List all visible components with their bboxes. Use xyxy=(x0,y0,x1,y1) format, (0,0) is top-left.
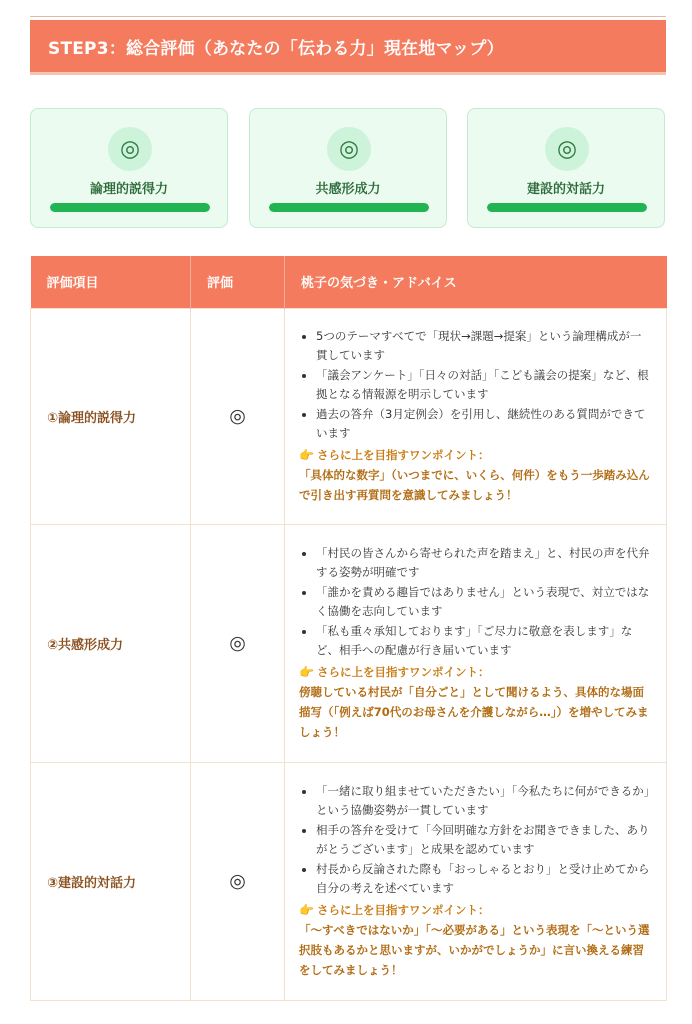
pointing-hand-icon: 👉 xyxy=(299,903,314,917)
list-item: • 「誰かを責める趣旨ではありません」という表現で、対立ではなく協働を志向しています xyxy=(316,583,652,621)
table-header-row xyxy=(31,256,667,308)
skill-card-title: 共感形成力 xyxy=(315,182,381,197)
advice-cell xyxy=(285,308,667,524)
skill-summary-cards xyxy=(30,108,666,230)
tip-heading: 👉 さらに上を目指すワンポイント： xyxy=(299,665,490,679)
evaluation-table xyxy=(30,256,667,1001)
list-item: • 5つのテーマすべてで「現状→課題→提案」という論理構成が一貫しています xyxy=(316,327,652,365)
skill-card-title: 建設的対話力 xyxy=(526,182,605,197)
column-header-rating: 評価 xyxy=(191,256,285,308)
list-item: • 「一緒に取り組ませていただきたい」「今私たちに何ができるか」という協働姿勢が一貫しています xyxy=(316,782,652,820)
pointing-hand-icon: 👉 xyxy=(299,448,314,462)
table-row xyxy=(31,524,667,762)
tip-heading: 👉 さらに上を目指すワンポイント： xyxy=(299,448,490,462)
progress-bar xyxy=(50,203,210,212)
list-item: • 「私も重々承知しております」「ご尽力に敬意を表します」など、相手への配慮が行き届いています xyxy=(316,622,652,660)
progress-bar xyxy=(269,203,429,212)
list-item: • 相手の答弁を受けて「今回明確な方針をお聞きできました、ありがとうございます」と成果を認めています xyxy=(316,821,652,859)
list-item: • 「村民の皆さんから寄せられた声を踏まえ」と、村民の声を代弁する姿勢が明確です xyxy=(316,544,652,582)
skill-card-logical xyxy=(30,108,228,228)
progress-fill xyxy=(487,203,647,212)
skill-card-title: 論理的説得力 xyxy=(89,182,168,197)
double-circle-icon: ◎ xyxy=(327,127,371,171)
column-header-item: 評価項目 xyxy=(31,256,191,308)
double-circle-icon: ◎ xyxy=(545,127,589,171)
double-circle-icon: ◎ xyxy=(108,127,152,171)
tip-heading: 👉 さらに上を目指すワンポイント： xyxy=(299,903,490,917)
double-circle-icon: ◎ xyxy=(191,308,285,524)
double-circle-icon: ◎ xyxy=(191,524,285,762)
observation-list xyxy=(299,544,652,660)
progress-fill xyxy=(50,203,210,212)
tip-text: 「具体的な数字」（いつまでに、いくら、何件）をもう一歩踏み込んで引き出す再質問を意識してみましょう！ xyxy=(299,468,650,502)
skill-card-dialogue xyxy=(467,108,665,228)
tip-text: 傍聴している村民が「自分ごと」として聞けるよう、具体的な場面描写（「例えば70代のお母さんを介護しながら…」）を増やしてみましょう！ xyxy=(299,685,649,739)
advice-cell xyxy=(285,762,667,1000)
advice-cell xyxy=(285,524,667,762)
list-item: • 過去の答弁（3月定例会）を引用し、継続性のある質問ができています xyxy=(316,405,652,443)
tip-text: 「〜すべきではないか」「〜必要がある」という表現を「〜という選択肢もあるかと思いますが、いかがでしょうか」に言い換える練習をしてみましょう！ xyxy=(299,923,650,977)
evaluation-item: ③建設的対話力 xyxy=(31,762,191,1000)
evaluation-item: ②共感形成力 xyxy=(31,524,191,762)
table-row xyxy=(31,762,667,1000)
table-row xyxy=(31,308,667,524)
double-circle-icon: ◎ xyxy=(191,762,285,1000)
progress-bar xyxy=(487,203,647,212)
observation-list xyxy=(299,327,652,443)
column-header-advice: 桃子の気づき・アドバイス xyxy=(285,256,667,308)
list-item: • 「議会アンケート」「日々の対話」「こども議会の提案」など、根拠となる情報源を明示しています xyxy=(316,366,652,404)
progress-fill xyxy=(269,203,429,212)
observation-list xyxy=(299,782,652,898)
page-title: STEP3：総合評価（あなたの「伝わる力」現在地マップ） xyxy=(30,20,666,72)
skill-card-empathy xyxy=(249,108,447,228)
list-item: • 村長から反論された際も「おっしゃるとおり」と受け止めてから自分の考えを述べています xyxy=(316,860,652,898)
evaluation-item: ①論理的説得力 xyxy=(31,308,191,524)
top-divider xyxy=(30,16,666,17)
pointing-hand-icon: 👉 xyxy=(299,665,314,679)
